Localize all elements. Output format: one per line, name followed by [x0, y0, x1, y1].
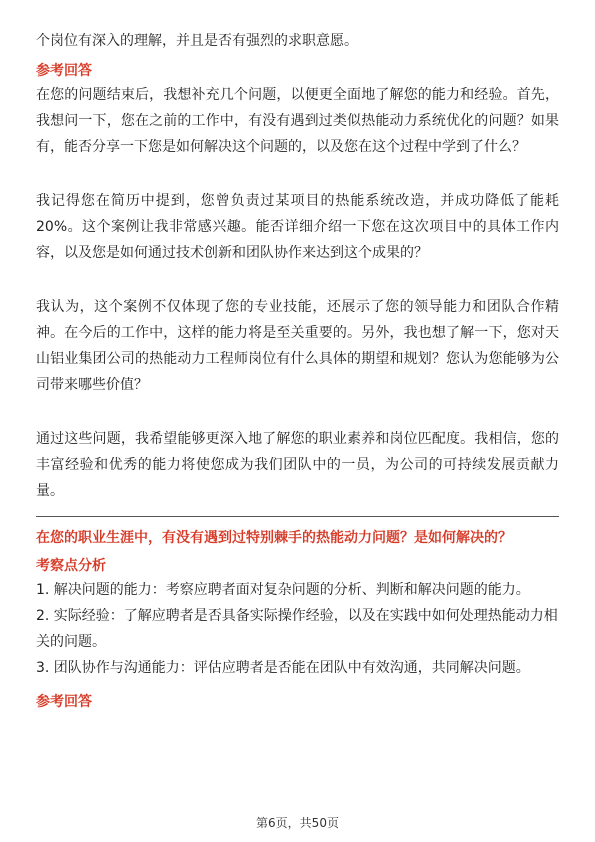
- analysis-label: 考察点分析: [36, 558, 106, 574]
- answer-paragraph: 通过这些问题，我希望能够更深入地了解您的职业素养和岗位匹配度。我相信，您的丰富经验和优秀的能力将使您成为我们团队中的一员，为公司的可持续发展贡献力量。: [36, 431, 559, 499]
- answer-paragraph: 我认为，这个案例不仅体现了您的专业技能，还展示了您的领导能力和团队合作精神。在今后的工作中，这样的能力将是至关重要的。另外，我也想了解一下，您对天山铝业集团公司的热能动力工程师岗位有什么具体的期望和规划？您认为您能够为公司带来哪些价值？: [36, 299, 559, 393]
- answer-label: 参考回答: [36, 63, 92, 79]
- answer-paragraph: 我记得您在简历中提到，您曾负责过某项目的热能系统改造，并成功降低了能耗20%。这个案例让我非常感兴趣。能否详细介绍一下您在这次项目中的具体工作内容，以及您是如何通过技术创新和团队协作来达到这个成果的？: [36, 193, 559, 261]
- analysis-item: 2. 实际经验：了解应聘者是否具备实际操作经验，以及在实践中如何处理热能动力相关的问题。: [36, 608, 558, 650]
- continuation-text: 个岗位有深入的理解，并且是否有强烈的求职意愿。: [36, 33, 358, 49]
- interview-question: 在您的职业生涯中，有没有遇到过特别棘手的热能动力问题？是如何解决的？: [36, 530, 512, 546]
- answer-paragraph: 在您的问题结束后，我想补充几个问题，以便更全面地了解您的能力和经验。首先，我想问一下，您在之前的工作中，有没有遇到过类似热能动力系统优化的问题？如果有，能否分享一下您是如何解决这个问题的，以及您在这个过程中学到了什么？: [36, 87, 559, 155]
- analysis-item: 3. 团队协作与沟通能力：评估应聘者是否能在团队中有效沟通，共同解决问题。: [36, 660, 530, 676]
- document-page: [36, 28, 559, 713]
- section-divider: [36, 516, 559, 517]
- answer-label: 参考回答: [36, 694, 92, 710]
- page-footer: 第6页，共50页: [256, 816, 339, 830]
- analysis-item: 1. 解决问题的能力：考察应聘者面对复杂问题的分析、判断和解决问题的能力。: [36, 582, 530, 598]
